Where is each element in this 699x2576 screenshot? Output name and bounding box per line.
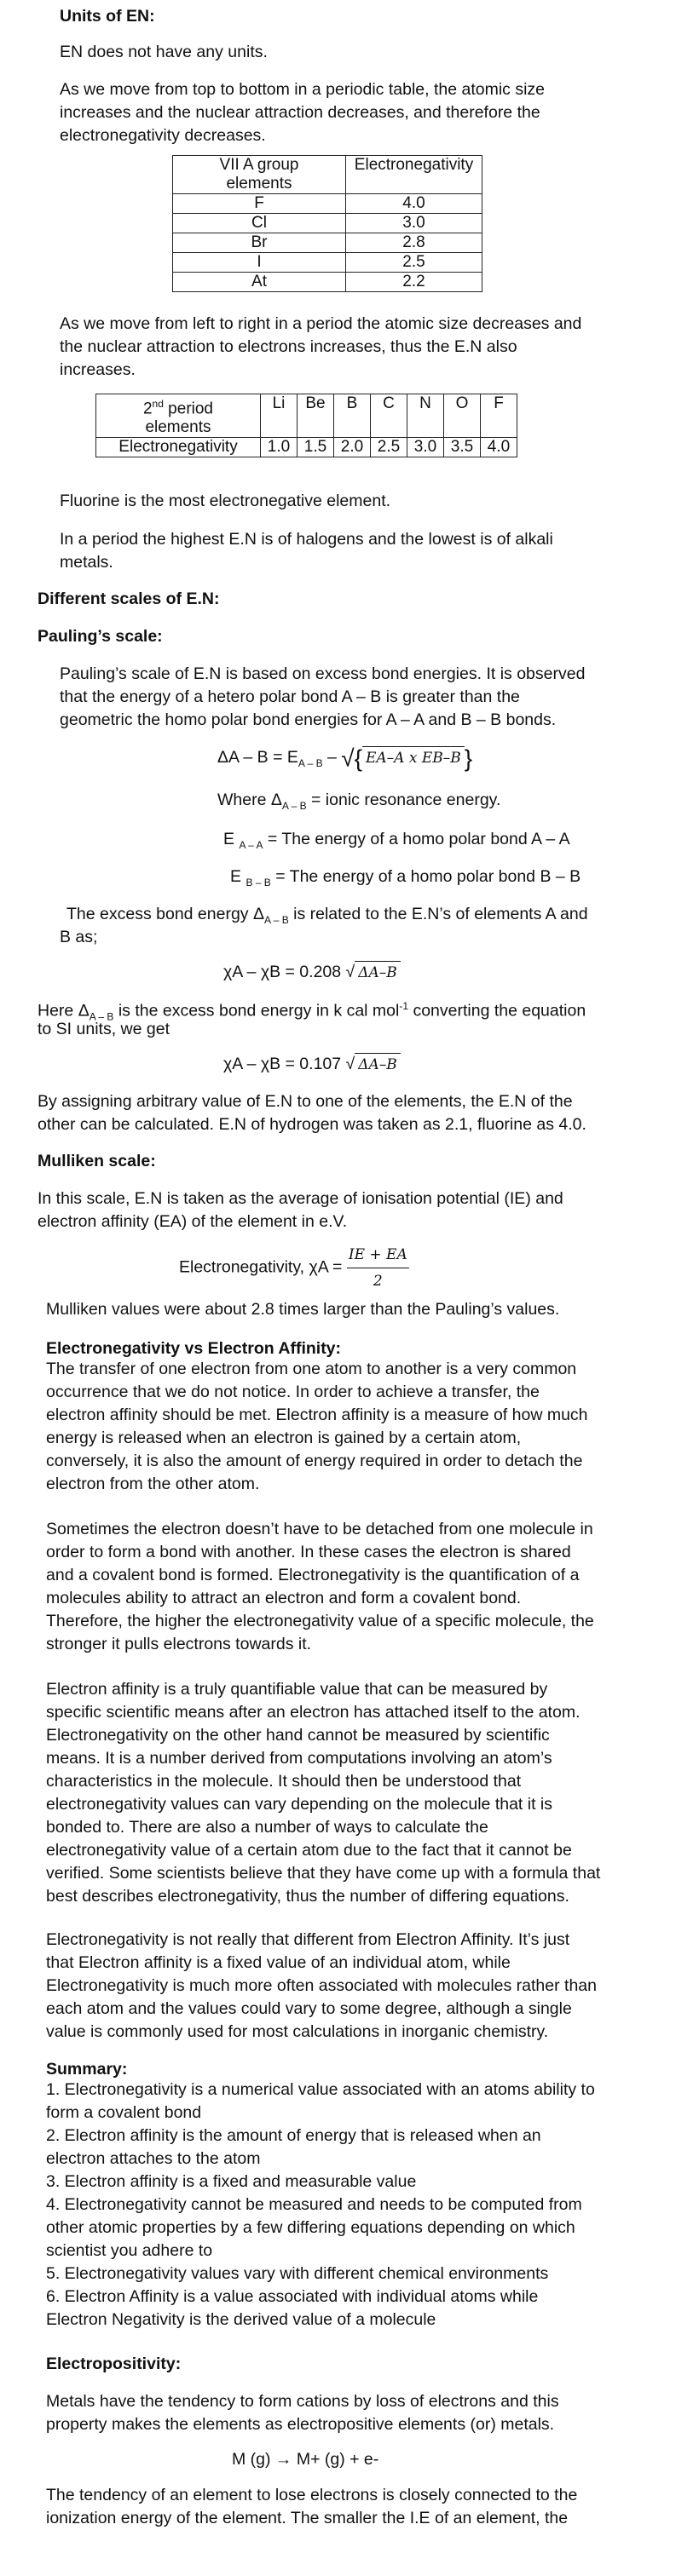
eaa-text: = The energy of a homo polar bond A – A xyxy=(267,830,570,848)
text-line: occurrence that we do not notice. In order to achieve a transfer, the xyxy=(46,1383,540,1401)
period-number: 2 xyxy=(142,400,153,418)
delta-sub: A – B xyxy=(89,1010,114,1023)
text-line: verified. Some scientists believe that they have come up with a formula that xyxy=(46,1864,601,1883)
text-line: means. It is a number derived from computations involving an atom’s xyxy=(46,1749,552,1768)
text-line: Electronegativity on the other hand cannot be measured by scientific xyxy=(46,1726,550,1745)
ebb-text: = The energy of a homo polar bond B – B xyxy=(275,867,581,886)
text-line: electron affinity should be met. Electron affinity is a measure of how much xyxy=(46,1406,588,1424)
summary-heading: Summary: xyxy=(46,2060,128,2079)
group-table-header-line1: VII A group xyxy=(219,156,299,174)
where-text: = ionic resonance energy. xyxy=(311,791,501,809)
text-line: ionization energy of the element. The smaller the I.E of an element, the xyxy=(46,2509,569,2527)
ebb-sub: B – B xyxy=(246,876,271,888)
table-cell: F xyxy=(173,194,346,214)
mulliken-heading: Mulliken scale: xyxy=(38,1152,156,1170)
table-cell: 4.0 xyxy=(346,194,482,214)
fraction-numerator: IE + EA xyxy=(347,1242,409,1268)
assign-line-1: By assigning arbitrary value of E.N to one of the elements, the E.N of the xyxy=(38,1092,573,1111)
table-row xyxy=(173,273,482,292)
period-trend-line-1: As we move from left to right in a period the atomic size decreases and xyxy=(60,314,582,333)
text-line: electronegativity value of a certain atom due to the fact that it cannot be xyxy=(46,1841,572,1860)
excess-text-a: The excess bond energy xyxy=(66,905,249,923)
text-line: Sometimes the electron doesn’t have to be detached from one molecule in xyxy=(46,1520,593,1538)
eaa-line xyxy=(223,828,570,857)
period-extremes-line-1: In a period the highest E.N is of halogens and the lowest is of alkali xyxy=(60,530,553,549)
table-cell: Be xyxy=(298,394,334,438)
list-item: Electron Negativity is the derived value of a molecule xyxy=(46,2310,436,2329)
table-cell: Br xyxy=(173,233,346,253)
ebb-symbol: E xyxy=(230,867,242,886)
size-trend-line-1: As we move from top to bottom in a periodic table, the atomic size xyxy=(60,80,546,99)
list-item: electron attaches to the atom xyxy=(46,2149,261,2168)
electropositivity-heading: Electropositivity: xyxy=(46,2355,182,2373)
relation-lhs: χA – χB = 0.208 xyxy=(223,963,342,981)
eaa-sub: A – A xyxy=(239,838,263,851)
ionization-equation: M (g) → M+ (g) + e- xyxy=(232,2450,379,2469)
table-cell: B xyxy=(334,394,371,438)
eaa-symbol: E xyxy=(223,830,235,848)
list-item: 5. Electronegativity values vary with different chemical environments xyxy=(46,2264,549,2283)
vs-para-2 xyxy=(46,1518,594,1656)
table-cell: 1.5 xyxy=(298,438,334,457)
pauling-equation xyxy=(217,746,472,775)
pauling-relation-1 xyxy=(223,961,401,985)
list-item: form a covalent bond xyxy=(46,2103,202,2122)
text-line: stronger it pulls electrons towards it. xyxy=(46,1635,312,1653)
text-line: Electron affinity is a truly quantifiable value that can be measured by xyxy=(46,1680,548,1699)
sqrt-icon: √{ xyxy=(341,745,362,772)
here-text-a: Here xyxy=(38,1001,74,1021)
table-cell: N xyxy=(407,394,444,438)
excess-line-1 xyxy=(66,903,588,932)
table-row xyxy=(173,233,482,253)
group-table-header-en: Electronegativity xyxy=(346,156,482,194)
table-cell: 2.8 xyxy=(346,233,482,253)
table-cell: Cl xyxy=(173,214,346,233)
table-cell: 3.5 xyxy=(444,438,481,457)
delta-symbol: Δ xyxy=(270,791,282,809)
list-item: 1. Electronegativity is a numerical value associated with an atoms ability to xyxy=(46,2080,595,2099)
where-line xyxy=(217,789,500,818)
text-line: specific scientific means after an electron has attached itself to the atom. xyxy=(46,1703,581,1722)
units-paragraph: EN does not have any units. xyxy=(60,43,268,61)
brace-icon: } xyxy=(464,745,473,772)
list-item: 2. Electron affinity is the amount of energy that is released when an xyxy=(46,2126,541,2145)
vs-para-4 xyxy=(46,1929,597,2044)
list-item: scientist you adhere to xyxy=(46,2241,213,2260)
text-line: value is commonly used for most calculations in inorganic chemistry. xyxy=(46,2022,549,2041)
vs-heading: Electronegativity vs Electron Affinity: xyxy=(46,1339,342,1358)
table-row xyxy=(96,438,517,457)
text-line: Electronegativity is much more often associated with molecules rather than xyxy=(46,1976,597,1995)
pauling-heading: Pauling’s scale: xyxy=(38,627,163,646)
eq-sub: A – B xyxy=(298,756,323,769)
relation-radicand: ΔA–B xyxy=(355,1053,401,1077)
relation-radicand: ΔA–B xyxy=(355,961,401,985)
scales-heading: Different scales of E.N: xyxy=(38,589,220,608)
size-trend-line-2: increases and the nuclear attraction decreases, and therefore the xyxy=(60,103,540,122)
text-line: Electronegativity is not really that different from Electron Affinity. It’s just xyxy=(46,1930,570,1949)
table-cell: 4.0 xyxy=(481,438,517,457)
delta-sub: A – B xyxy=(281,799,307,812)
electropositivity-line-2: property makes the elements as electropositive elements (or) metals. xyxy=(46,2415,555,2434)
relation-lhs: χA – χB = 0.107 xyxy=(223,1055,342,1073)
vs-para-1 xyxy=(46,1358,588,1496)
text-line: The tendency of an element to lose electrons is closely connected to the xyxy=(46,2486,578,2504)
mulliken-comparison: Mulliken values were about 2.8 times larger than the Pauling’s values. xyxy=(46,1300,560,1319)
here-line-2: to SI units, we get xyxy=(38,1020,170,1038)
period-suffix: nd xyxy=(152,398,164,410)
delta-symbol: Δ xyxy=(78,1001,90,1021)
table-cell: O xyxy=(444,394,481,438)
electropositivity-para-2 xyxy=(46,2484,577,2530)
mulliken-fraction xyxy=(347,1242,409,1294)
sqrt-icon: √ xyxy=(345,963,355,981)
text-line: bonded to. There are also a number of ways to calculate the xyxy=(46,1818,488,1837)
here-text-c: converting the equation xyxy=(413,1001,586,1021)
where-label: Where xyxy=(217,791,267,809)
table-row xyxy=(173,194,482,214)
excess-line-2: B as; xyxy=(60,928,98,946)
eq-dash: – xyxy=(327,748,337,767)
period-electronegativity-table xyxy=(95,394,517,457)
table-cell: 3.0 xyxy=(407,438,444,457)
text-line: The transfer of one electron from one atom to another is a very common xyxy=(46,1360,577,1378)
eq-radicand: EA–A x EB–B xyxy=(362,746,465,770)
excess-text-b: is related to the E.N’s of elements A and xyxy=(293,905,588,923)
table-row xyxy=(173,253,482,273)
pauling-relation-2 xyxy=(223,1053,401,1077)
eq-lhs: ΔA – B xyxy=(217,748,269,767)
text-line: best describes electronegativity, thus the number of differing equations. xyxy=(46,1887,569,1906)
text-line: energy is released when an electron is gained by a certain atom, xyxy=(46,1429,522,1447)
text-line: characteristics in the molecule. It should then be understood that xyxy=(46,1772,522,1791)
delta-symbol: Δ xyxy=(252,905,265,923)
mulliken-equation xyxy=(179,1242,409,1294)
mulliken-line-2: electron affinity (EA) of the element in e.V. xyxy=(38,1212,348,1231)
text-line: molecules ability to attract an electron and form a covalent bond. xyxy=(46,1589,522,1607)
pauling-line-2: that the energy of a hetero polar bond A – B is greater than the xyxy=(60,687,520,706)
text-line: conversely, it is also the amount of energy required in order to detach the xyxy=(46,1452,583,1470)
mulliken-line-1: In this scale, E.N is taken as the average of ionisation potential (IE) and xyxy=(38,1189,563,1208)
group-table-header-line2: elements xyxy=(226,175,292,193)
period-table-header xyxy=(96,394,261,438)
list-item: 4. Electronegativity cannot be measured and needs to be computed from xyxy=(46,2195,582,2214)
period-trend-line-2: the nuclear attraction to electrons increases, thus the E.N also xyxy=(60,337,517,356)
eq-mid: = E xyxy=(273,748,298,767)
text-line: Therefore, the higher the electronegativity value of a specific molecule, the xyxy=(46,1612,594,1630)
period-trend-line-3: increases. xyxy=(60,360,136,379)
list-item: 3. Electron affinity is a fixed and measurable value xyxy=(46,2172,417,2191)
period-table-header-line1 xyxy=(101,394,255,418)
group-electronegativity-table xyxy=(172,155,482,292)
period-extremes-line-2: metals. xyxy=(60,553,113,572)
ebb-line xyxy=(230,865,581,894)
text-line: electronegativity values can vary depending on the molecule that it is xyxy=(46,1795,553,1814)
pauling-line-3: geometric the homo polar bond energies for A – A and B – B bonds. xyxy=(60,710,557,729)
unit-sup: -1 xyxy=(399,1000,409,1012)
text-line: electron from the other atom. xyxy=(46,1475,260,1493)
table-cell: C xyxy=(371,394,407,438)
text-line: each atom and the values could vary to some degree, although a single xyxy=(46,1999,572,2018)
period-label: period xyxy=(163,400,214,418)
text-line: and a covalent bond is formed. Electronegativity is the quantification of a xyxy=(46,1566,580,1584)
list-item: other atomic properties by a few differing equations depending on which xyxy=(46,2218,575,2237)
period-table-header-line2: elements xyxy=(145,418,211,437)
table-cell: Electronegativity xyxy=(96,438,261,457)
size-trend-line-3: electronegativity decreases. xyxy=(60,126,266,145)
pauling-line-1: Pauling’s scale of E.N is based on excess bond energies. It is observed xyxy=(60,664,586,683)
table-cell: 2.5 xyxy=(371,438,407,457)
text-line: that Electron affinity is a fixed value of an individual atom, while xyxy=(46,1953,511,1972)
fraction-denominator: 2 xyxy=(373,1273,383,1290)
table-cell: At xyxy=(173,273,346,292)
group-table-header-elements xyxy=(173,156,346,194)
table-row xyxy=(173,214,482,233)
mulliken-eq-label: Electronegativity, χA = xyxy=(179,1257,343,1277)
table-cell: F xyxy=(481,394,517,438)
table-cell: 1.0 xyxy=(261,438,298,457)
delta-sub: A – B xyxy=(264,913,289,926)
table-cell: 3.0 xyxy=(346,214,482,233)
assign-line-2: other can be calculated. E.N of hydrogen was taken as 2.1, fluorine as 4.0. xyxy=(38,1115,586,1134)
vs-para-3 xyxy=(46,1678,600,1908)
text-line: order to form a bond with another. In these cases the electron is shared xyxy=(46,1543,571,1561)
table-cell: 2.5 xyxy=(346,253,482,273)
units-heading: Units of EN: xyxy=(60,7,155,26)
list-item: 6. Electron Affinity is a value associated with individual atoms while xyxy=(46,2287,539,2306)
table-cell: 2.2 xyxy=(346,273,482,292)
summary-list xyxy=(46,2079,595,2332)
here-text-b: is the excess bond energy in k cal mol xyxy=(118,1001,400,1021)
fluorine-statement: Fluorine is the most electronegative element. xyxy=(60,492,391,510)
table-cell: I xyxy=(173,253,346,273)
table-cell: 2.0 xyxy=(334,438,371,457)
table-cell: Li xyxy=(261,394,298,438)
electropositivity-line-1: Metals have the tendency to form cations by loss of electrons and this xyxy=(46,2392,559,2411)
sqrt-icon: √ xyxy=(345,1055,355,1073)
